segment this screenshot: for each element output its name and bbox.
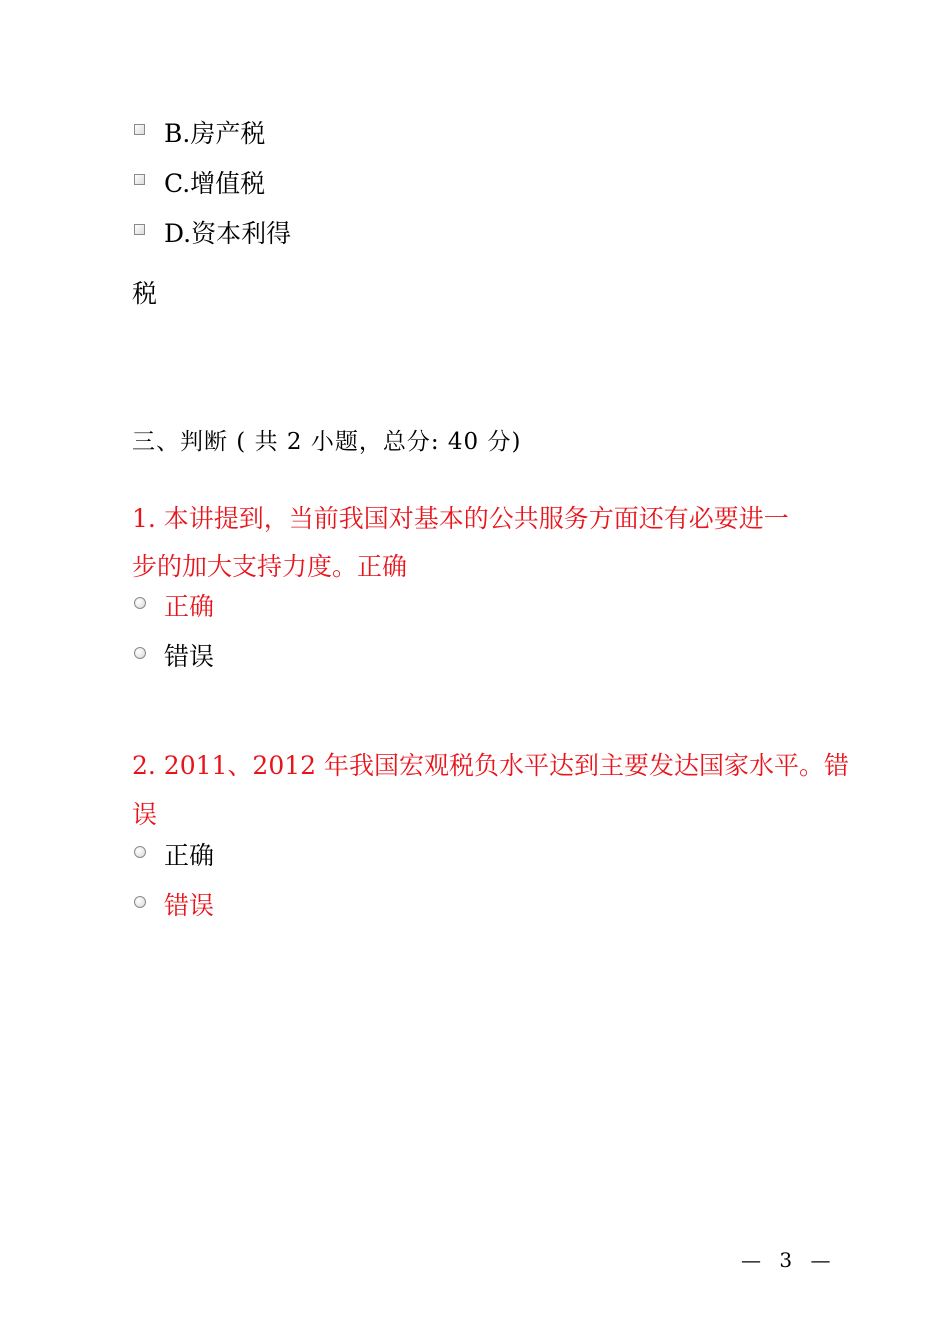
question-1-option-true-label: 正确	[164, 592, 215, 621]
option-b-label: B.房产税	[164, 119, 266, 148]
question-1-text-line2: 步的加大支持力度。正确	[132, 552, 408, 581]
option-d-checkbox[interactable]	[134, 224, 145, 235]
question-2-option-true-radio[interactable]	[134, 846, 146, 858]
option-b-checkbox[interactable]	[134, 124, 145, 135]
question-1-option-true-radio[interactable]	[134, 597, 146, 609]
question-2-text-line1: 2. 2011、2012 年我国宏观税负水平达到主要发达国家水平。错	[132, 751, 849, 780]
page-number: — 3 —	[741, 1248, 837, 1272]
question-2-option-false-radio[interactable]	[134, 896, 146, 908]
question-1-option-false-radio[interactable]	[134, 647, 146, 659]
option-c-checkbox[interactable]	[134, 174, 145, 185]
question-2-option-false-label: 错误	[164, 891, 215, 920]
question-1-text-line1: 1. 本讲提到，当前我国对基本的公共服务方面还有必要进一	[132, 504, 789, 533]
option-d-label: D.资本利得	[164, 219, 292, 248]
question-2-option-true-label: 正确	[164, 841, 215, 870]
question-1-option-false-label: 错误	[164, 642, 215, 671]
option-c-label: C.增值税	[164, 169, 266, 198]
section-title: 三、判断 ( 共 2 小题，总分: 40 分)	[132, 429, 522, 455]
option-d-label-wrap: 税	[132, 279, 158, 308]
question-2-text-line2: 误	[132, 800, 158, 829]
